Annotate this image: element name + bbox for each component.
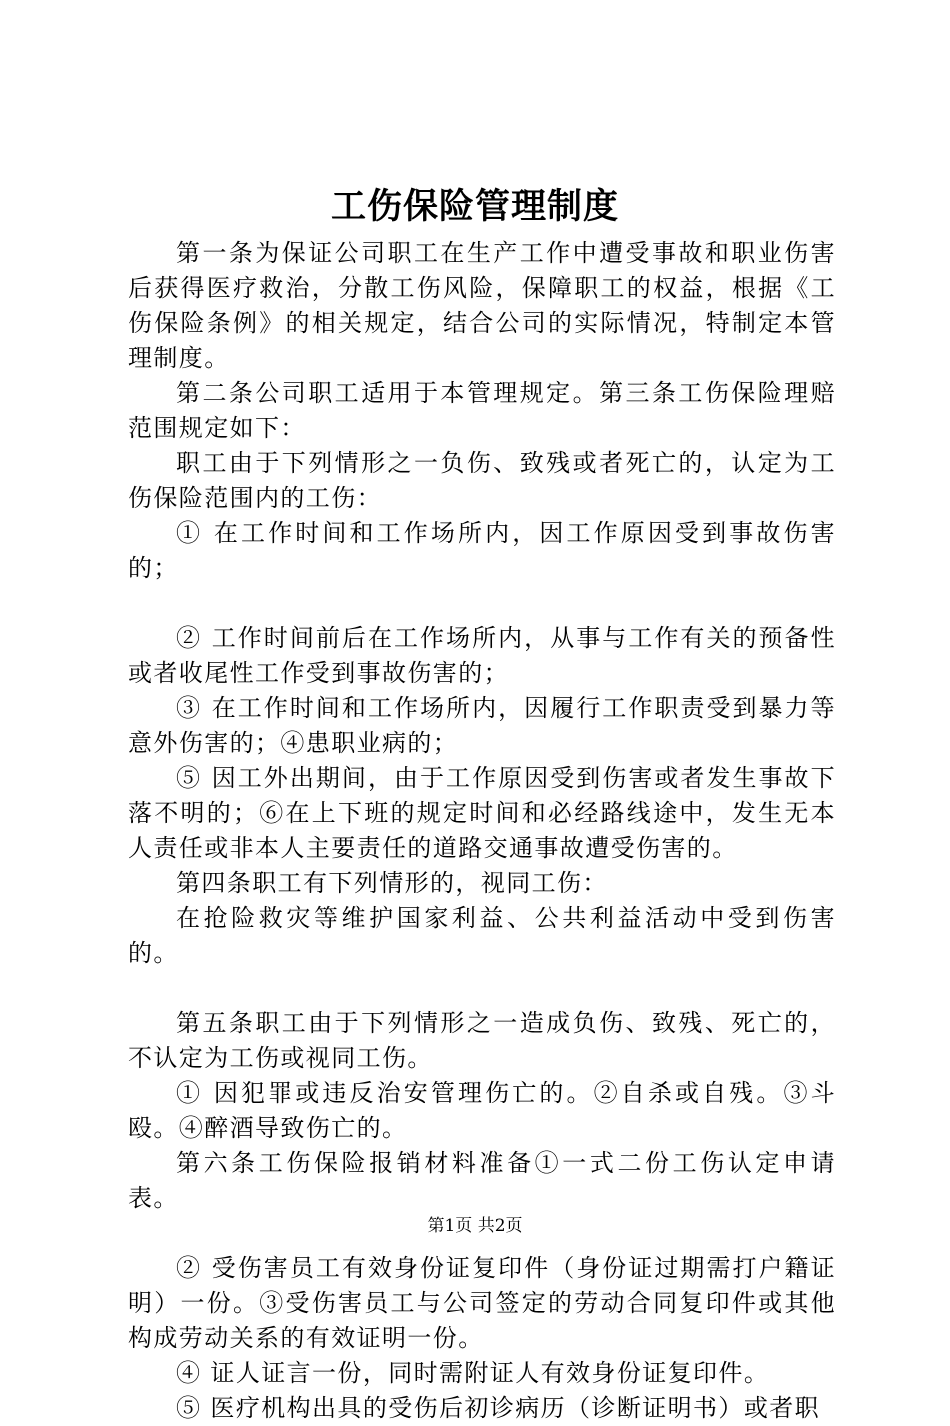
paragraph-item-3-4: ③ 在工作时间和工作场所内，因履行工作职责受到暴力等意外伤害的；④患职业病的； bbox=[128, 694, 836, 757]
page-footer: 第1页 共2页 bbox=[427, 1216, 523, 1236]
paragraph-article-4-item: 在抢险救灾等维护国家利益、公共利益活动中受到伤害的。 bbox=[128, 904, 836, 967]
paragraph-item-2: ② 工作时间前后在工作场所内，从事与工作有关的预备性或者收尾性工作受到事故伤害的； bbox=[128, 624, 836, 687]
paragraph-material-4: ④ 证人证言一份，同时需附证人有效身份证复印件。 bbox=[176, 1359, 770, 1387]
paragraph-item-1: ① 在工作时间和工作场所内，因工作原因受到事故伤害的； bbox=[128, 519, 836, 582]
paragraph-article-5-items: ① 因犯罪或违反治安管理伤亡的。②自杀或自残。③斗殴。④醉酒导致伤亡的。 bbox=[128, 1079, 836, 1142]
paragraph-article-1: 第一条为保证公司职工在生产工作中遭受事故和职业伤害后获得医疗救治，分散工伤风险，保障职工的权益，根据《工伤保险条例》的相关规定，结合公司的实际情况，特制定本管理制度。 bbox=[128, 239, 836, 372]
paragraph-material-2-3: ② 受伤害员工有效身份证复印件（身份证过期需打户籍证明）一份。③受伤害员工与公司签定的劳动合同复印件或其他构成劳动关系的有效证明一份。 bbox=[128, 1254, 836, 1352]
paragraph-injury-scope: 职工由于下列情形之一负伤、致残或者死亡的，认定为工伤保险范围内的工伤： bbox=[128, 449, 836, 512]
paragraph-article-2-3: 第二条公司职工适用于本管理规定。第三条工伤保险理赔范围规定如下： bbox=[128, 379, 836, 442]
document-title: 工伤保险管理制度 bbox=[330, 186, 619, 227]
paragraph-material-5: ⑤ 医疗机构出具的受伤后初诊病历（诊断证明书）或者职 bbox=[176, 1394, 821, 1422]
paragraph-article-4: 第四条职工有下列情形的，视同工伤： bbox=[176, 869, 608, 897]
paragraph-article-5: 第五条职工由于下列情形之一造成负伤、致残、死亡的，不认定为工伤或视同工伤。 bbox=[128, 1009, 836, 1072]
paragraph-item-5-6: ⑤ 因工外出期间，由于工作原因受到伤害或者发生事故下落不明的；⑥在上下班的规定时间和必经路线途中，发生无本人责任或非本人主要责任的道路交通事故遭受伤害的。 bbox=[128, 764, 836, 862]
paragraph-article-6: 第六条工伤保险报销材料准备①一式二份工伤认定申请表。 bbox=[128, 1149, 836, 1212]
document-body bbox=[128, 236, 836, 1426]
